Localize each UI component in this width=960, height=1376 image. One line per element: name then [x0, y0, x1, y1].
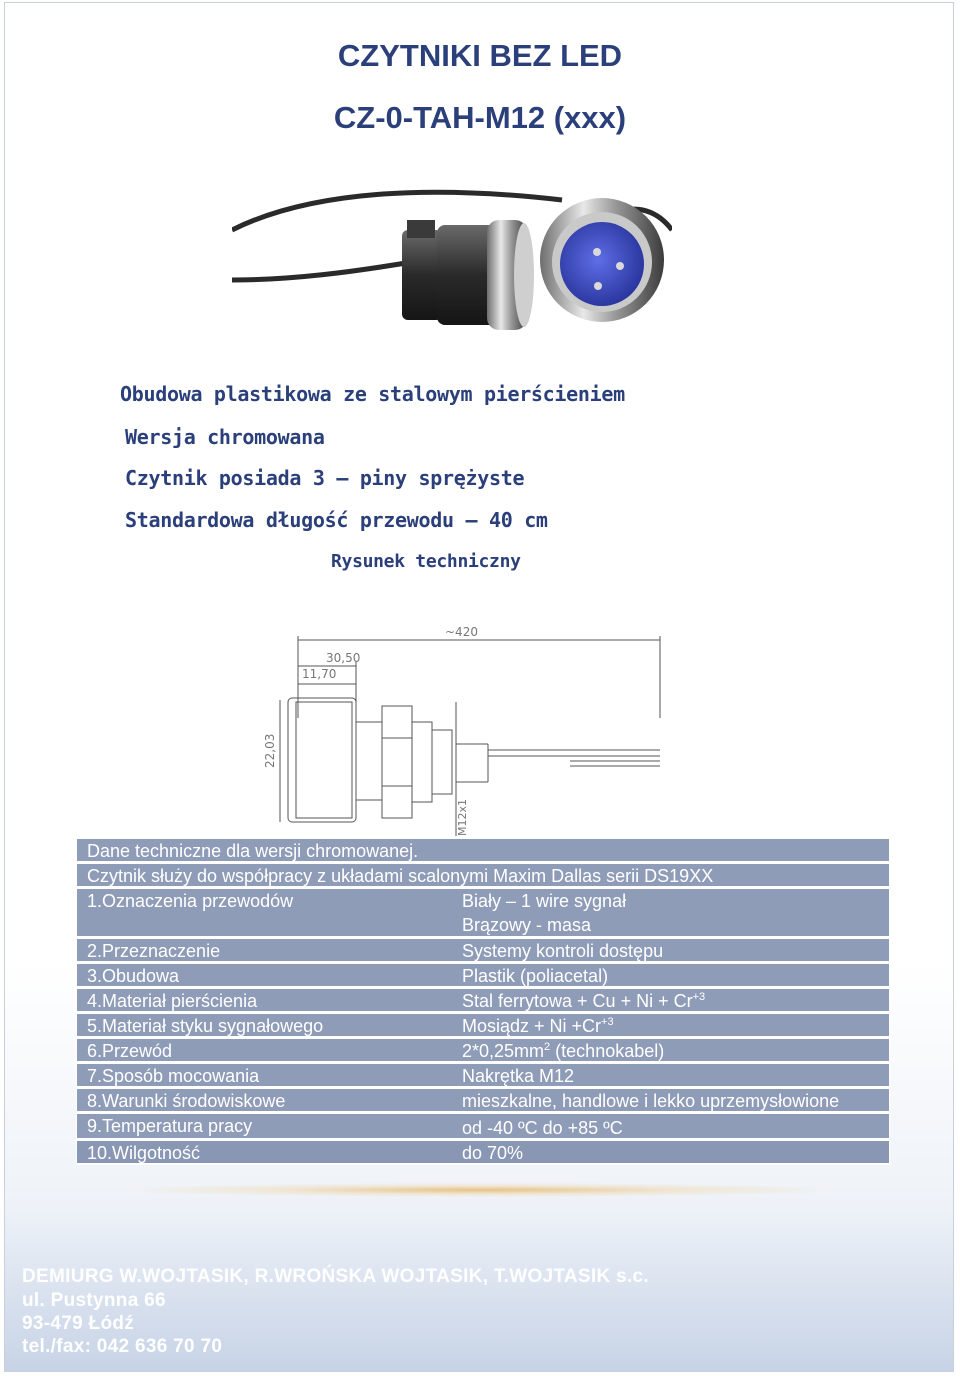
feature-housing: Obudowa plastikowa ze stalowym pierścieniem — [120, 382, 625, 406]
technical-drawing — [240, 618, 680, 843]
spec-row-environment: 8.Warunki środowiskowe mieszkalne, handlowe i lekko uprzemysłowione — [76, 1088, 890, 1113]
spec-intro-row: Dane techniczne dla wersji chromowanej. — [76, 838, 890, 863]
model-number: CZ-0-TAH-M12 (xxx) — [333, 100, 627, 135]
decorative-glow — [130, 1183, 830, 1197]
footer-phone: tel./fax: 042 636 70 70 — [22, 1336, 223, 1357]
spec-row-mounting: 7.Sposób mocowania Nakrętka M12 — [76, 1063, 890, 1088]
footer-street: ul. Pustynna 66 — [22, 1290, 166, 1311]
spec-row-temperature: 9.Temperatura pracy od -40 ºC do +85 ºC — [76, 1113, 890, 1140]
dim-front: 11,70 — [302, 667, 337, 681]
spec-row-humidity: 10.Wilgotność do 70% — [76, 1140, 890, 1165]
feature-pins: Czytnik posiada 3 – piny sprężyste — [125, 466, 525, 490]
feature-cable-length: Standardowa długość przewodu – 40 cm — [125, 508, 548, 532]
dim-total: 30,50 — [326, 651, 361, 665]
spec-row-purpose: 2.Przeznaczenie Systemy kontroli dostępu — [76, 938, 890, 963]
dim-diameter: 22,03 — [263, 733, 277, 768]
page-title: CZYTNIKI BEZ LED — [337, 38, 623, 73]
drawing-heading: Rysunek techniczny — [331, 551, 521, 572]
dim-thread: M12x1 — [456, 799, 469, 836]
footer-city: 93-479 Łódź — [22, 1313, 135, 1334]
feature-version: Wersja chromowana — [125, 425, 325, 449]
product-photo — [232, 180, 672, 340]
spec-intro-row: Czytnik służy do współpracy z układami scalonymi Maxim Dallas serii DS19XX — [76, 863, 890, 888]
spec-row-cable: 6.Przewód $2*0,25mm^2$ (technokabel) — [76, 1038, 890, 1063]
spec-row-contact-material: 5.Materiał styku sygnałowego Mosiądz + $Ni +Cr^{+3}$ — [76, 1013, 890, 1038]
spec-table — [76, 838, 890, 1165]
footer-company: DEMIURG W.WOJTASIK, R.WROŃSKA WOJTASIK, T.WOJTASIK s.c. — [22, 1266, 649, 1287]
spec-row-wires: 1.Oznaczenia przewodów Biały – 1 wire sygnał Brązowy - masa — [76, 888, 890, 938]
dim-length: ~420 — [445, 625, 478, 639]
spec-row-ring-material: 4.Materiał pierścienia Stal ferrytowa + $Cu + Ni + Cr^{+3}$ — [76, 988, 890, 1013]
spec-row-housing: 3.Obudowa Plastik (poliacetal) — [76, 963, 890, 988]
